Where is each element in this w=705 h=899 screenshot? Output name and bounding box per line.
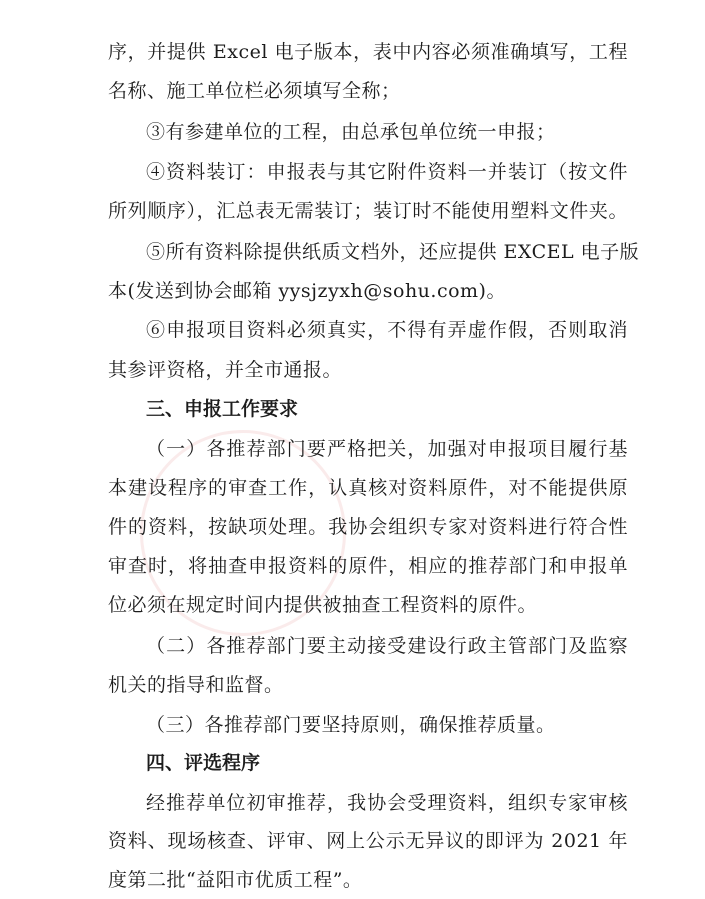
text-line: ⑤所有资料除提供纸质文档外，还应提供 EXCEL 电子版: [146, 241, 640, 263]
text-line: 本建设程序的审查工作，认真核对资料原件，对不能提供原: [108, 477, 628, 499]
text-line: （三）各推荐部门要坚持原则，确保推荐质量。: [146, 714, 556, 736]
text-line: 机关的指导和监督。: [108, 674, 284, 696]
text-line: 序，并提供 Excel 电子版本，表中内容必须准确填写，工程: [108, 41, 628, 63]
text-line: ⑥申报项目资料必须真实，不得有弄虚作假，否则取消: [146, 319, 628, 341]
text-line: ④资料装订：申报表与其它附件资料一并装订（按文件: [146, 161, 628, 183]
text-line: 所列顺序），汇总表无需装订；装订时不能使用塑料文件夹。: [108, 200, 628, 222]
text-line: ③有参建单位的工程，由总承包单位统一申报；: [146, 121, 556, 143]
text-line: 经推荐单位初审推荐，我协会受理资料，组织专家审核: [146, 792, 628, 814]
text-line: （一）各推荐部门要严格把关，加强对申报项目履行基: [146, 438, 628, 460]
text-line: 本(发送到协会邮箱 yysjzyxh@sohu.com)。: [108, 280, 506, 302]
section-heading-3: 三、申报工作要求: [146, 398, 299, 420]
text-line: 其参评资格，并全市通报。: [108, 359, 343, 381]
section-heading-4: 四、评选程序: [146, 752, 261, 774]
text-line: 度第二批“益阳市优质工程”。: [108, 869, 363, 891]
text-line: 审查时，将抽查申报资料的原件，相应的推荐部门和申报单: [108, 555, 628, 577]
text-line: 件的资料，按缺项处理。我协会组织专家对资料进行符合性: [108, 516, 628, 538]
text-line: 资料、现场核查、评审、网上公示无异议的即评为 2021 年: [108, 830, 628, 852]
text-line: （二）各推荐部门要主动接受建设行政主管部门及监察: [146, 635, 628, 657]
text-line: 位必须在规定时间内提供被抽查工程资料的原件。: [108, 594, 538, 616]
text-line: 名称、施工单位栏必须填写全称；: [108, 80, 401, 102]
